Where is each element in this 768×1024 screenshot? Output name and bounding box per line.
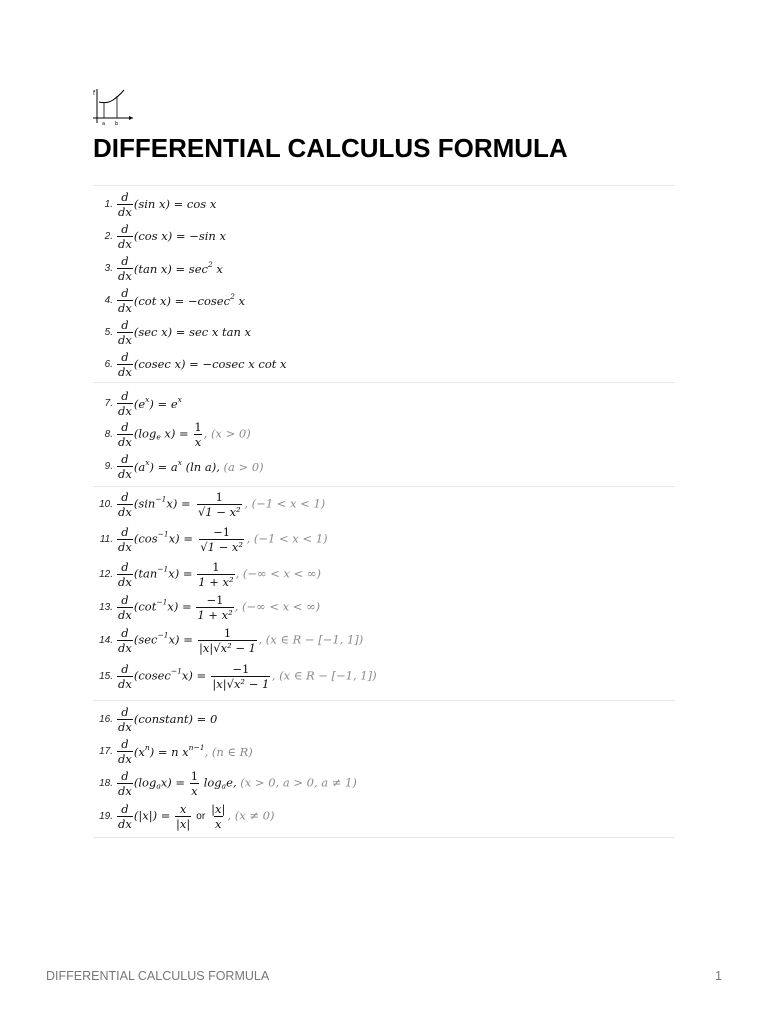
page-title: DIFFERENTIAL CALCULUS FORMULA xyxy=(93,133,568,163)
formula-row-9 xyxy=(93,450,264,482)
formula-expression: $(x^n) = n$ $x^{n-1}$, (n ∈ R) xyxy=(133,743,253,759)
derivative-operator: $\frac{d}{dx}$ xyxy=(118,189,132,219)
derivative-operator: $\frac{d}{dx}$ xyxy=(118,736,132,766)
formula-expression: $(\log_ax)$ = $\frac{1}{x}$ $\log_ae$, (x > 0, a > 0, a ≠ 1) xyxy=(133,768,357,798)
formula-row-1 xyxy=(93,188,216,220)
formula-number: 10. xyxy=(99,498,113,510)
formula-condition: , (x ≠ 0) xyxy=(227,808,275,822)
formula-number: 18. xyxy=(99,777,113,789)
formula-row-19 xyxy=(93,800,274,832)
formula-expression: (tan $x) = \sec^2 x$ xyxy=(133,260,223,276)
graph-logo-icon xyxy=(93,87,135,127)
formula-number: 17. xyxy=(99,745,113,757)
derivative-operator: $\frac{d}{dx}$ xyxy=(118,489,132,519)
formula-expression: $(e^x) = e^x$ xyxy=(133,395,182,411)
divider xyxy=(93,837,675,838)
derivative-operator: $\frac{d}{dx}$ xyxy=(118,592,132,622)
formula-condition: , (−∞ < x < ∞) xyxy=(235,566,322,580)
formula-number: 8. xyxy=(104,428,113,440)
formula-condition: , (x ∈ R − [−1, 1]) xyxy=(271,668,377,682)
formula-number: 1. xyxy=(104,198,113,210)
formula-condition: , (−∞ < x < ∞) xyxy=(234,599,321,613)
formula-row-13 xyxy=(93,591,320,623)
divider xyxy=(93,185,675,186)
formula-expression: (sec x) = sec x tan x xyxy=(133,325,252,339)
formula-row-7 xyxy=(93,387,182,419)
formula-number: 2. xyxy=(104,230,113,242)
formula-number: 11. xyxy=(99,533,113,545)
formula-number: 3. xyxy=(104,262,113,274)
derivative-operator: $\frac{d}{dx}$ xyxy=(118,661,132,691)
formula-expression: $(\sec^{-1}x)$ = $\frac{1}{\text{|x|√x² − 1}}$ , (x ∈ R − [−1, 1]) xyxy=(133,625,364,655)
formula-condition: , (−1 < x < 1) xyxy=(244,496,326,510)
formula-expression: $(\cot^{-1}x)$ = $\frac{-1}{\text{1 + x²}}$ , (−∞ < x < ∞) xyxy=(133,592,321,622)
formula-condition: (x > 0, a > 0, a ≠ 1) xyxy=(236,775,357,789)
formula-number: 6. xyxy=(104,358,113,370)
derivative-operator: $\frac{d}{dx}$ xyxy=(118,317,132,347)
formula-row-6 xyxy=(93,348,287,380)
formula-expression: (|x|) = $\frac{x}{|x|}$ or $\frac{|x|}{x}$ , (x ≠ 0) xyxy=(133,801,275,831)
derivative-operator: $\frac{d}{dx}$ xyxy=(118,349,132,379)
logo-label-a: a xyxy=(102,121,106,127)
formula-row-3 xyxy=(93,252,223,284)
formula-row-16 xyxy=(93,703,217,735)
formula-row-5 xyxy=(93,316,251,348)
formula-row-11 xyxy=(93,523,328,555)
formula-number: 9. xyxy=(104,460,113,472)
formula-expression: $(\cos^{-1}x)$ = $\frac{-1}{\text{√1 − x²}}$ , (−1 < x < 1) xyxy=(133,524,328,554)
formula-expression: (cot x) = −cosec$^2$ x xyxy=(133,292,245,308)
formula-row-18 xyxy=(93,767,357,799)
derivative-operator: $\frac{d}{dx}$ xyxy=(118,801,132,831)
formula-expression: $(\tan^{-1}x)$ = $\frac{1}{\text{1 + x²}}$ , (−∞ < x < ∞) xyxy=(133,559,322,589)
divider xyxy=(93,382,675,383)
page-number: 1 xyxy=(715,969,722,983)
divider xyxy=(93,486,675,487)
formula-number: 5. xyxy=(104,326,113,338)
formula-condition: , (x ∈ R − [−1, 1]) xyxy=(258,632,364,646)
derivative-operator: $\frac{d}{dx}$ xyxy=(118,451,132,481)
logo-label-b: b xyxy=(115,121,119,127)
formula-number: 12. xyxy=(99,568,113,580)
formula-expression: ($\log_e$ x) = $\frac{1}{x}$ , (x > 0) xyxy=(133,419,251,449)
derivative-operator: $\frac{d}{dx}$ xyxy=(118,388,132,418)
formula-condition: , (n ∈ R) xyxy=(204,745,253,759)
formula-number: 16. xyxy=(99,713,113,725)
formula-row-12 xyxy=(93,558,321,590)
footer-title: DIFFERENTIAL CALCULUS FORMULA xyxy=(46,969,270,983)
formula-number: 15. xyxy=(99,670,113,682)
derivative-operator: $\frac{d}{dx}$ xyxy=(118,221,132,251)
formula-row-4 xyxy=(93,284,245,316)
divider xyxy=(93,700,675,701)
derivative-operator: $\frac{d}{dx}$ xyxy=(118,768,132,798)
derivative-operator: $\frac{d}{dx}$ xyxy=(118,704,132,734)
derivative-operator: $\frac{d}{dx}$ xyxy=(118,559,132,589)
formula-expression: (cosec$^{-1}$x) = $\frac{-1}{\text{|x|√x² − 1}}$ , (x ∈ R − [−1, 1]) xyxy=(133,661,377,691)
formula-number: 13. xyxy=(99,601,113,613)
logo-label-f: f xyxy=(93,90,96,97)
derivative-operator: $\frac{d}{dx}$ xyxy=(118,524,132,554)
formula-expression: (sin x) = cos x xyxy=(133,197,217,211)
formula-row-10 xyxy=(93,488,325,520)
formula-expression: (constant) = 0 xyxy=(133,712,218,726)
formula-number: 19. xyxy=(99,810,113,822)
formula-row-15 xyxy=(93,660,377,692)
formula-number: 14. xyxy=(99,634,113,646)
formula-row-8 xyxy=(93,418,251,450)
formula-expression: $(\sin^{-1}x)$ = $\frac{1}{\text{√1 − x²}}$ , (−1 < x < 1) xyxy=(133,489,326,519)
formula-row-17 xyxy=(93,735,253,767)
formula-row-2 xyxy=(93,220,226,252)
derivative-operator: $\frac{d}{dx}$ xyxy=(118,419,132,449)
derivative-operator: $\frac{d}{dx}$ xyxy=(118,285,132,315)
derivative-operator: $\frac{d}{dx}$ xyxy=(118,625,132,655)
formula-condition: (a > 0) xyxy=(219,460,264,474)
formula-expression: (cosec x) = −cosec x cot x xyxy=(133,357,287,371)
formula-number: 7. xyxy=(104,397,113,409)
derivative-operator: $\frac{d}{dx}$ xyxy=(118,253,132,283)
formula-expression: $(a^x) = a^x$ (ln a), (a > 0) xyxy=(133,458,264,474)
formula-row-14 xyxy=(93,624,363,656)
formula-condition: , (−1 < x < 1) xyxy=(246,531,328,545)
formula-expression: (cos x) = −sin x xyxy=(133,229,226,243)
formula-condition: , (x > 0) xyxy=(203,426,251,440)
formula-number: 4. xyxy=(104,294,113,306)
